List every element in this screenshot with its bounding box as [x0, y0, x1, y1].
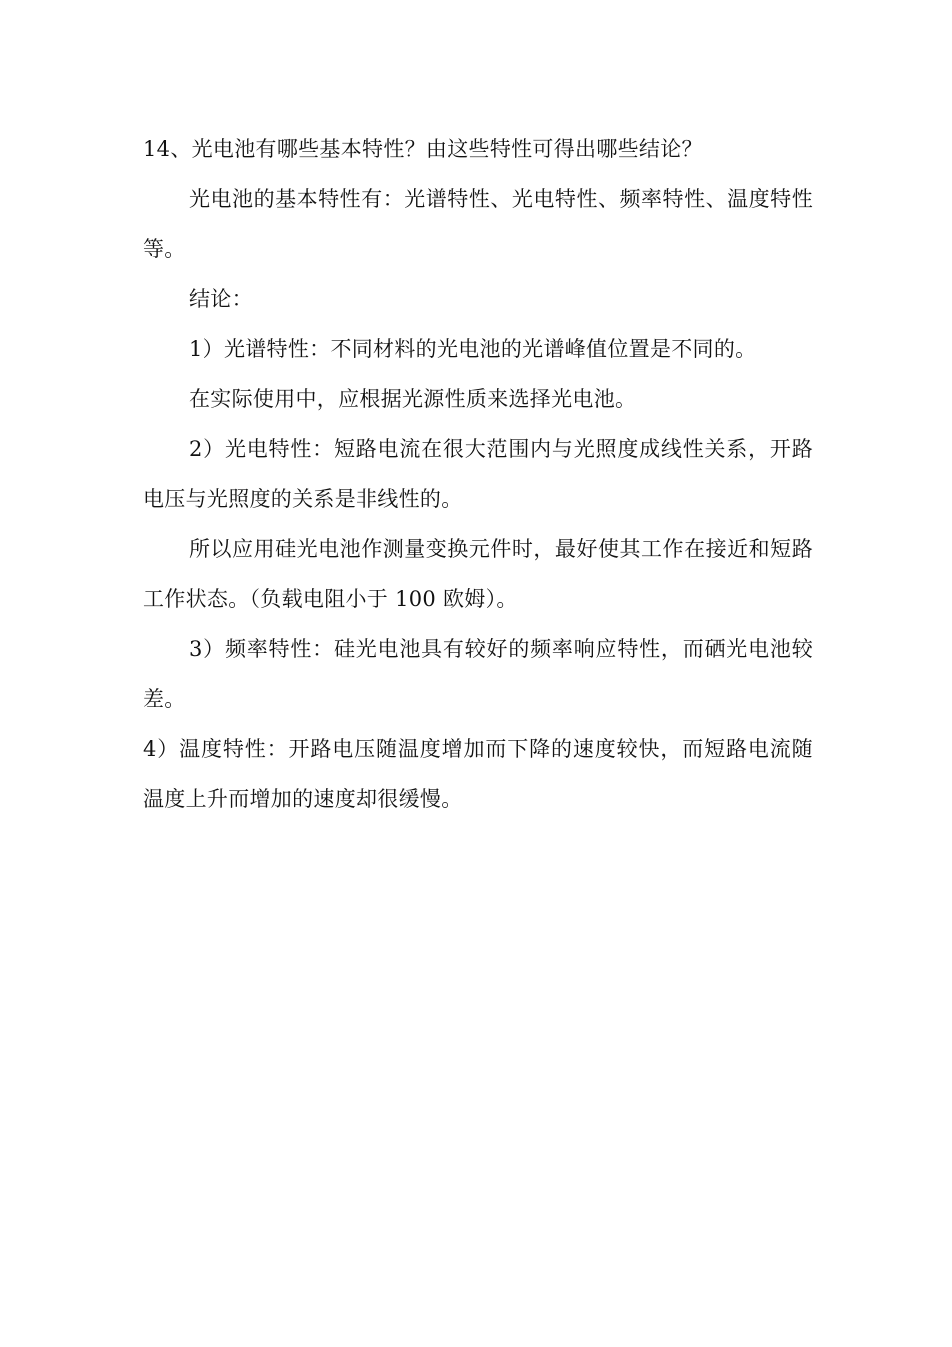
spectral-note: 在实际使用中，应根据光源性质来选择光电池。: [189, 387, 637, 411]
frequency-paragraph: 3）频率特性：硅光电池具有较好的频率响应特性，而硒光电池较差。: [143, 637, 813, 711]
temperature-paragraph: 4）温度特性：开路电压随温度增加而下降的速度较快，而短路电流随温度上升而增加的速度却很缓慢。: [143, 737, 813, 811]
spectral-paragraph: 1）光谱特性：不同材料的光电池的光谱峰值位置是不同的。: [189, 337, 757, 361]
intro-paragraph: 光电池的基本特性有：光谱特性、光电特性、频率特性、温度特性等。: [143, 187, 813, 261]
conclusion-label: 结论：: [189, 287, 253, 311]
document-body: [143, 124, 813, 824]
photoelectric-paragraph: 2）光电特性：短路电流在很大范围内与光照度成线性关系，开路电压与光照度的关系是非线性的。: [143, 437, 813, 511]
question-heading: 14、光电池有哪些基本特性？由这些特性可得出哪些结论？: [143, 137, 703, 161]
photoelectric-note: 所以应用硅光电池作测量变换元件时，最好使其工作在接近和短路工作状态。（负载电阻小于 100 欧姆）。: [143, 537, 813, 611]
